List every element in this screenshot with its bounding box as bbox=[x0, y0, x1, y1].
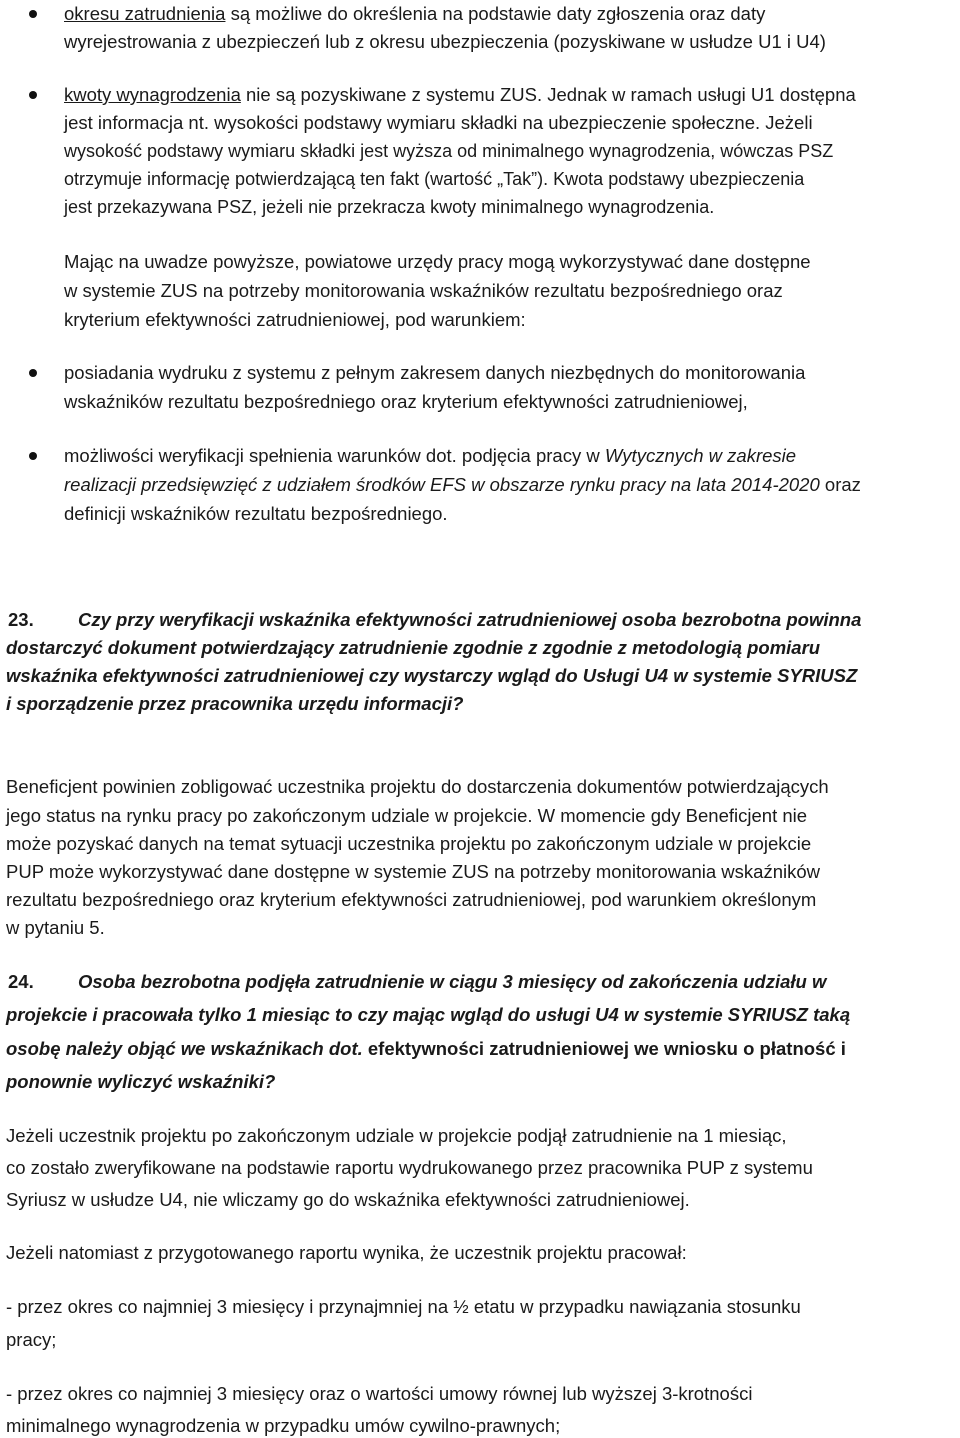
answer-23-line-4: PUP może wykorzystywać dane dostępne w systemie ZUS na potrzeby monitorowania wskaźników bbox=[6, 861, 820, 882]
condition-2-line-1 bbox=[64, 446, 796, 466]
answer-24-p1-line-2: co zostało zweryfikowane na podstawie raportu wydrukowanego przez pracownika PUP z systemu bbox=[6, 1157, 813, 1178]
question-24-text-b: efektywności zatrudnieniowej we wniosku o płatność i bbox=[362, 1038, 846, 1059]
bullet-2-line-5: jest przekazywana PSZ, jeżeli nie przekracza kwoty minimalnego wynagrodzenia. bbox=[64, 197, 715, 217]
bullet-2-text: nie są pozyskiwane z systemu ZUS. Jednak w ramach usługi U1 dostępna bbox=[240, 84, 856, 105]
bullet-2-line-1 bbox=[64, 85, 856, 105]
bullet-2-line-2: jest informacja nt. wysokości podstawy wymiaru składki na ubezpieczenie społeczne. Jeżeli bbox=[64, 112, 813, 133]
bullet-icon bbox=[29, 91, 37, 99]
answer-24-p1-line-3: Syriusz w usłudze U4, nie wliczamy go do wskaźnika efektywności zatrudnieniowej. bbox=[6, 1189, 690, 1210]
bullet-icon bbox=[29, 10, 37, 18]
bullet-2-line-4: otrzymuje informację potwierdzającą ten fakt (wartość „Tak”). Kwota podstawy ubezpieczenia bbox=[64, 169, 805, 189]
answer-23-line-3: może pozyskać danych na temat sytuacji uczestnika projektu po zakończonym udziale w projekcie bbox=[6, 833, 812, 854]
answer-24-dash-1-line-2: pracy; bbox=[6, 1329, 57, 1350]
answer-23-line-5: rezultatu bezpośredniego oraz kryterium efektywności zatrudnieniowej, pod warunkiem określonym bbox=[6, 889, 817, 910]
question-23-line-2: dostarczyć dokument potwierdzający zatrudnienie zgodnie z zgodnie z metodologią pomiaru bbox=[6, 637, 821, 658]
bullet-1-text: są możliwe do określenia na podstawie daty zgłoszenia oraz daty bbox=[225, 3, 766, 24]
answer-23-line-2: jego status na rynku pracy po zakończonym udziale w projekcie. W momencie gdy Beneficjent nie bbox=[6, 805, 808, 826]
question-24-line-1: Osoba bezrobotna podjęła zatrudnienie w ciągu 3 miesięcy od zakończenia udziału w bbox=[78, 971, 827, 992]
answer-24-dash-2-line-2: minimalnego wynagrodzenia w przypadku umów cywilno-prawnych; bbox=[6, 1415, 561, 1436]
question-24-text-a: osobę należy objąć we wskaźnikach dot. bbox=[6, 1038, 363, 1059]
term-kwoty-wynagrodzenia: kwoty wynagrodzenia bbox=[64, 84, 241, 105]
question-24-line-3 bbox=[6, 1039, 846, 1059]
bullet-1-line-2: wyrejestrowania z ubezpieczeń lub z okresu ubezpieczenia (pozyskiwane w usłudze U1 i U4) bbox=[64, 31, 826, 52]
condition-1-line-1: posiadania wydruku z systemu z pełnym zakresem danych niezbędnych do monitorowania bbox=[64, 362, 806, 383]
question-23-line-4: i sporządzenie przez pracownika urzędu informacji? bbox=[6, 693, 464, 714]
question-23-line-1: Czy przy weryfikacji wskaźnika efektywności zatrudnieniowej osoba bezrobotna powinna bbox=[78, 609, 862, 630]
question-24-line-4: ponownie wyliczyć wskaźniki? bbox=[6, 1071, 276, 1092]
guidelines-title: Wytycznych w zakresie bbox=[604, 445, 797, 466]
answer-24-p1-line-1: Jeżeli uczestnik projektu po zakończonym udziale w projekcie podjął zatrudnienie na 1 miesiąc, bbox=[6, 1125, 787, 1146]
answer-24-p2: Jeżeli natomiast z przygotowanego raportu wynika, że uczestnik projektu pracował: bbox=[6, 1242, 687, 1263]
condition-2-text: możliwości weryfikacji spełnienia warunków dot. podjęcia pracy w bbox=[64, 445, 605, 466]
term-okresu-zatrudnienia: okresu zatrudnienia bbox=[64, 3, 226, 24]
bullet-icon bbox=[29, 369, 37, 377]
question-23-number: 23. bbox=[8, 609, 34, 630]
condition-2-text-cont: oraz bbox=[819, 474, 861, 495]
question-24-number: 24. bbox=[8, 971, 34, 992]
bullet-icon bbox=[29, 452, 37, 460]
condition-2-line-3: definicji wskaźników rezultatu bezpośredniego. bbox=[64, 503, 448, 524]
guidelines-title-cont: realizacji przedsięwzięć z udziałem środków EFS w obszarze rynku pracy na lata 2014-2020 bbox=[64, 474, 820, 495]
question-24-line-2: projekcie i pracowała tylko 1 miesiąc to czy mając wgląd do usługi U4 w systemie SYRIUSZ taką bbox=[6, 1004, 851, 1025]
answer-23-line-6: w pytaniu 5. bbox=[6, 917, 105, 938]
answer-24-dash-2-line-1: - przez okres co najmniej 3 miesięcy oraz o wartości umowy równej lub wyższej 3-krotności bbox=[6, 1383, 753, 1404]
question-23-line-3: wskaźnika efektywności zatrudnieniowej czy wystarczy wgląd do Usługi U4 w systemie SYRIUSZ bbox=[6, 665, 858, 686]
bullet-2-line-3: wysokość podstawy wymiaru składki jest wyższa od minimalnego wynagrodzenia, wówczas PSZ bbox=[64, 141, 834, 161]
condition-1-line-2: wskaźników rezultatu bezpośredniego oraz kryterium efektywności zatrudnieniowej, bbox=[64, 391, 748, 412]
conditions-line-3: kryterium efektywności zatrudnieniowej, pod warunkiem: bbox=[64, 309, 526, 330]
answer-23-line-1: Beneficjent powinien zobligować uczestnika projektu do dostarczenia dokumentów potwierdzających bbox=[6, 776, 829, 797]
bullet-1-line-1 bbox=[64, 4, 765, 24]
conditions-line-1: Mając na uwadze powyższe, powiatowe urzędy pracy mogą wykorzystywać dane dostępne bbox=[64, 251, 811, 272]
answer-24-dash-1-line-1: - przez okres co najmniej 3 miesięcy i przynajmniej na ½ etatu w przypadku nawiązania stosunku bbox=[6, 1296, 801, 1317]
conditions-line-2: w systemie ZUS na potrzeby monitorowania wskaźników rezultatu bezpośredniego oraz bbox=[64, 280, 783, 301]
condition-2-line-2 bbox=[64, 475, 861, 495]
